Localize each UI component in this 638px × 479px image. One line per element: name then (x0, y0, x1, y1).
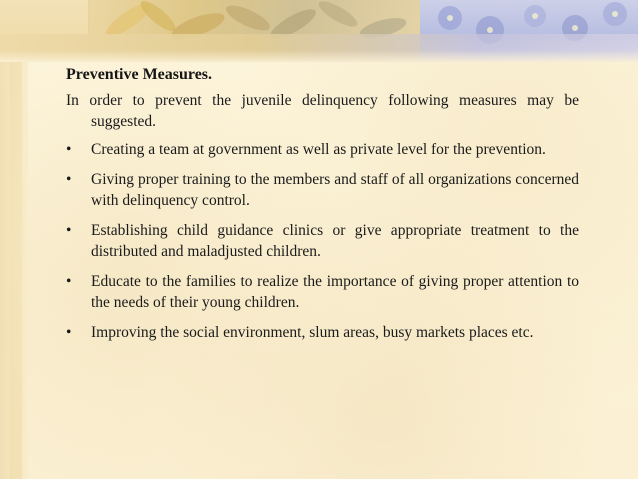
bullet-list (66, 139, 579, 343)
slide-heading: Preventive Measures. (66, 66, 213, 83)
decorative-banner (0, 0, 638, 62)
bullet-icon: • (66, 273, 72, 290)
bullet-item (66, 220, 579, 262)
bullet-text: Creating a team at government as well as private level for the prevention. (91, 141, 546, 158)
bullet-text: Giving proper training to the members and staff of all organizations concerned with delinquency control. (91, 171, 579, 209)
bullet-icon: • (66, 141, 72, 158)
bullet-icon: • (66, 171, 72, 188)
bullet-item (66, 271, 579, 313)
bullet-icon: • (66, 324, 72, 341)
bullet-text: Establishing child guidance clinics or give appropriate treatment to the distributed and maladjusted children. (91, 222, 579, 260)
bullet-icon: • (66, 222, 72, 239)
bullet-item (66, 169, 579, 211)
banner-fade (0, 50, 638, 62)
bullet-item (66, 322, 579, 343)
bullet-text: Improving the social environment, slum areas, busy markets places etc. (91, 324, 534, 341)
left-paper-strip-inner (10, 0, 22, 479)
slide-content (66, 64, 579, 352)
intro-paragraph: In order to prevent the juvenile delinquency following measures may be suggested. (66, 92, 579, 130)
bullet-text: Educate to the families to realize the importance of giving proper attention to the needs of their young children. (91, 273, 579, 311)
bullet-item (66, 139, 579, 160)
